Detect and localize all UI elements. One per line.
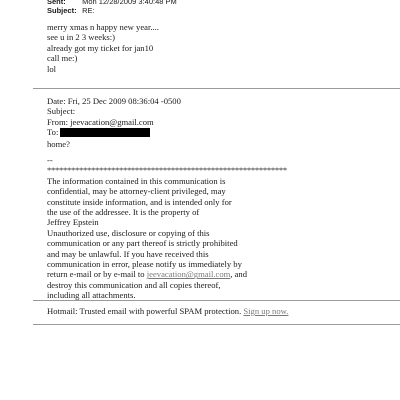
divider-top [33,88,400,89]
reply-line: call me:) [47,53,78,64]
reply-line: already got my ticket for jan10 [47,42,154,53]
message-text: home? [47,139,70,149]
return-suffix: , and [230,269,248,280]
disclaimer-line: communication in error, please notify us immediately by [47,258,242,269]
date-line: Date: Fri, 25 Dec 2009 08:36:04 -0500 [47,96,181,106]
sig-stars: ************************************************************ [47,165,287,176]
sent-value: Mon 12/28/2009 3:40:48 PM [82,0,177,6]
closing-line: including all attachments. [47,290,136,301]
reply-body [47,22,159,74]
sig-dashes: -- [47,155,53,165]
email-link[interactable]: jeevacation@gmail.com [146,269,231,280]
divider-bottom [33,300,400,301]
disclaimer-line: the use of the addressee. It is the property of [47,206,200,217]
original-message [47,139,70,149]
sent-label: Sent: [47,0,66,6]
reply-line: merry xmas n happy new year.... [47,22,159,32]
disclaimer-line: confidential, may be attorney-client privileged, may [47,186,226,197]
divider-footer [33,324,400,325]
return-prefix: return e-mail or by e-mail to [47,269,147,280]
disclaimer-line: Unauthorized use, disclosure or copying of this [47,227,210,238]
sign-up-link[interactable]: Sign up now. [243,306,289,316]
disclaimer-line: Jeffrey Epstein [47,217,99,228]
reply-line: lol [47,63,57,74]
from-line: From: jeevacation@gmail.com [47,116,154,127]
footer-text: Hotmail: Trusted email with powerful SPAM protection. [47,306,244,316]
closing-line: destroy this communication and all copies thereof, [47,279,221,290]
return-line [47,269,287,279]
subject-value: RE: [82,6,95,15]
footer [47,306,288,316]
disclaimer-line: constitute inside information, and is intended only for [47,196,232,207]
original-headers [47,96,181,138]
disclaimer-line: and may be unlawful. If you have received this [47,248,209,259]
subject-row [47,6,95,15]
signature-block [47,155,287,300]
subject-label: Subject: [47,6,77,15]
original-subject-line: Subject: [47,106,76,117]
redaction-bar [60,128,150,137]
disclaimer-line: communication or any part thereof is strictly prohibited [47,238,238,249]
to-label: To: [47,127,59,138]
disclaimer-line: The information contained in this communication is [47,175,226,186]
to-line [47,127,181,137]
reply-line: see u in 2 3 weeks:) [47,32,116,43]
